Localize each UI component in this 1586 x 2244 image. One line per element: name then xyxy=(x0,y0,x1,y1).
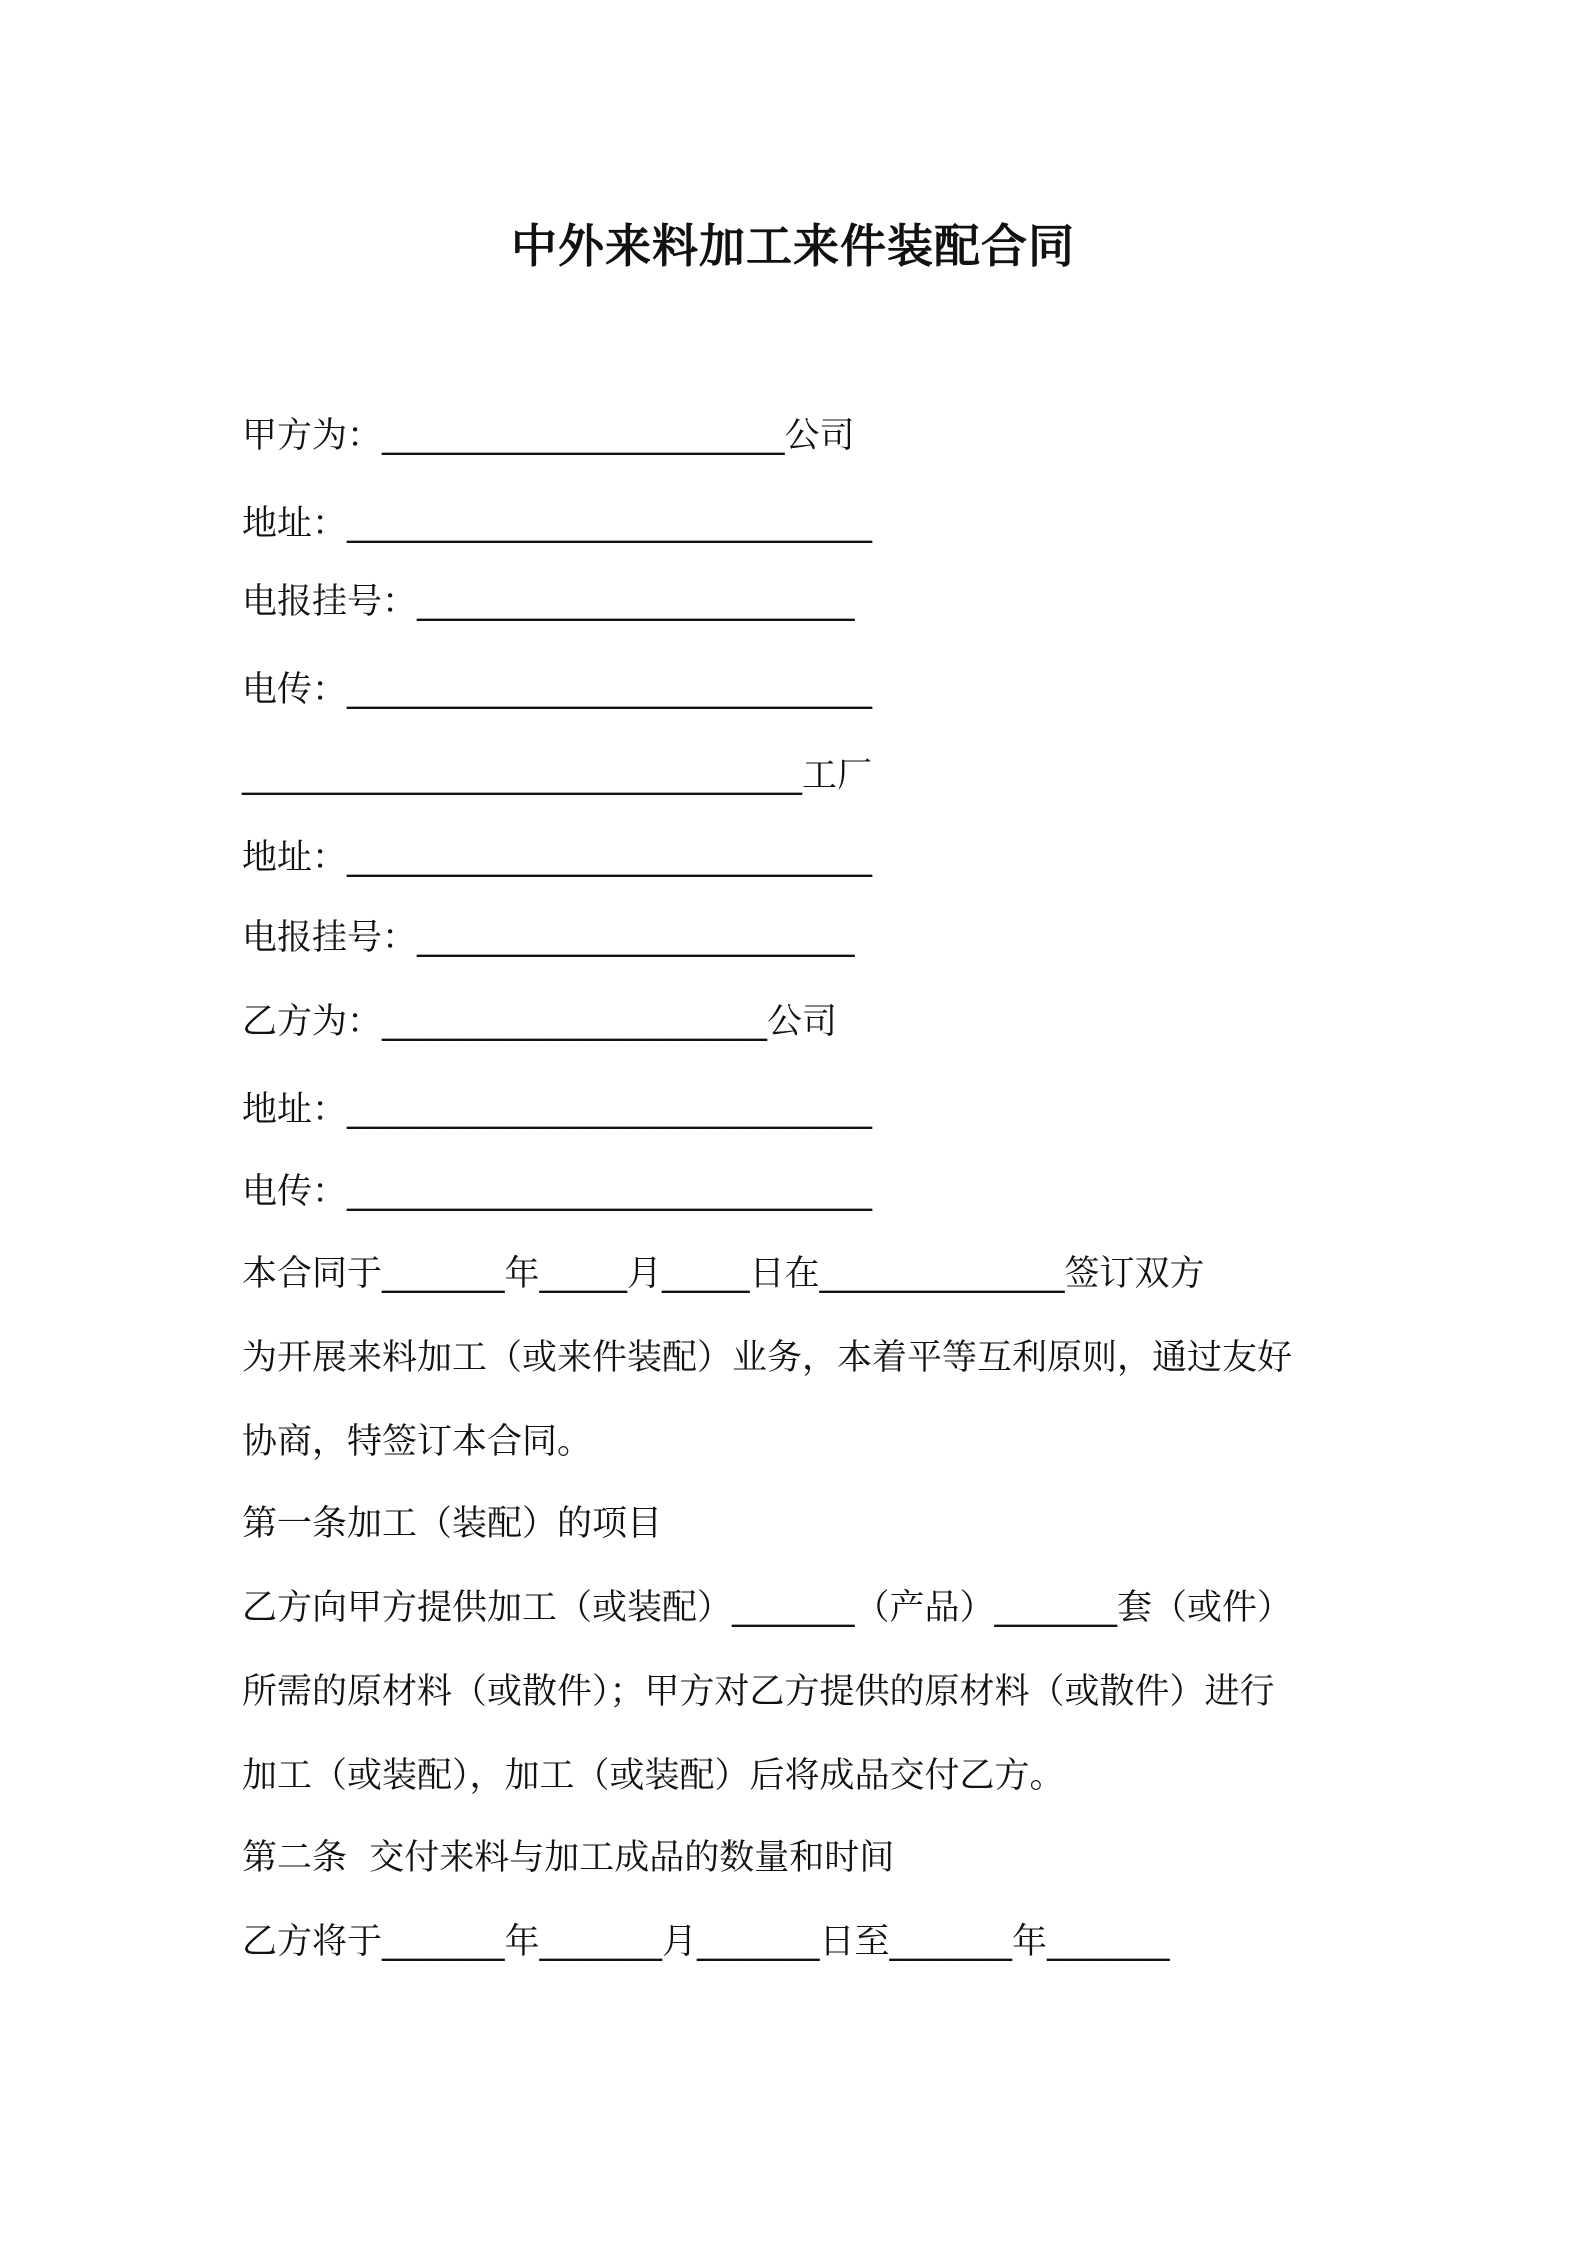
party-a-address-line: 地址：______________________________ xyxy=(242,504,873,544)
article-1-body-line-3: 加工（或装配），加工（或装配）后将成品交付乙方。 xyxy=(242,1756,1065,1796)
document-title: 中外来料加工来件装配合同 xyxy=(511,219,1075,273)
party-b-name-line: 乙方为：______________________公司 xyxy=(242,1002,838,1042)
preamble-line-3: 协商，特签订本合同。 xyxy=(242,1422,593,1462)
party-b-telex-line: 电传：______________________________ xyxy=(242,1172,873,1212)
party-a-name-line: 甲方为：_______________________公司 xyxy=(242,416,855,456)
article-2-body-line-1: 乙方将于_______年_______月_______日至_______年_______ xyxy=(242,1922,1170,1962)
factory-telegraph-line: 电报挂号：_________________________ xyxy=(242,918,855,958)
party-a-telex-line: 电传：______________________________ xyxy=(242,670,873,710)
preamble-line-1: 本合同于_______年_____月_____日在______________签订双方 xyxy=(242,1254,1205,1294)
article-1-body-line-2: 所需的原材料（或散件）；甲方对乙方提供的原材料（或散件）进行 xyxy=(242,1672,1275,1712)
factory-name-line: ________________________________工厂 xyxy=(242,756,873,796)
party-a-telegraph-line: 电报挂号：_________________________ xyxy=(242,582,855,622)
preamble-line-2: 为开展来料加工（或来件装配）业务，本着平等互利原则，通过友好 xyxy=(242,1338,1293,1378)
factory-address-line: 地址：______________________________ xyxy=(242,838,873,878)
article-2-heading: 第二条 交付来料与加工成品的数量和时间 xyxy=(242,1838,895,1878)
article-1-body-line-1: 乙方向甲方提供加工（或装配）_______（产品）_______套（或件） xyxy=(242,1588,1293,1628)
party-b-address-line: 地址：______________________________ xyxy=(242,1090,873,1130)
article-1-heading: 第一条加工（装配）的项目 xyxy=(242,1504,663,1544)
